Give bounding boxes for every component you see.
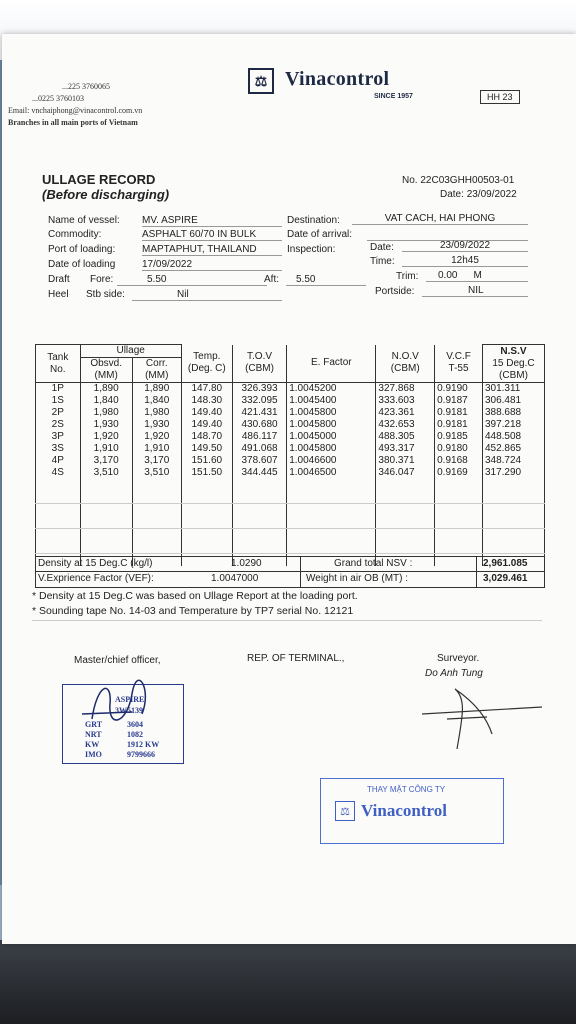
empty-cell [482, 504, 544, 517]
table-cell: 0.9168 [435, 455, 483, 467]
table-cell: 148.30 [181, 395, 232, 407]
table-cell: 1,980 [132, 407, 181, 419]
empty-cell [376, 541, 435, 554]
empty-cell [36, 491, 81, 504]
empty-cell [435, 504, 483, 517]
branches-text: Branches in all main ports of Vietnam [8, 118, 138, 127]
fore-label: Fore: [90, 274, 114, 285]
table-cell: 1,920 [132, 431, 181, 443]
empty-cell [435, 541, 483, 554]
table-cell: 1.0045800 [287, 419, 376, 431]
table-cell: 1S [36, 395, 81, 407]
table-cell: 2S [36, 419, 81, 431]
table-cell: 1,890 [132, 383, 181, 396]
table-cell: 3P [36, 431, 81, 443]
empty-cell [435, 479, 483, 491]
table-row [36, 455, 545, 467]
empty-cell [232, 529, 286, 542]
table-cell: 306.481 [482, 395, 544, 407]
table-cell: 1,980 [80, 407, 132, 419]
empty-row [36, 541, 545, 554]
vinacontrol-logo: Vinacontrol [285, 68, 390, 90]
stamp-ship-name: ASPIRE [115, 695, 145, 704]
table-row [36, 443, 545, 455]
stamp-call-sign: 3W5139 [115, 706, 143, 715]
table-cell: 0.9181 [435, 419, 483, 431]
terminal-label: REP. OF TERMINAL., [247, 653, 345, 664]
form-code: HH 23 [480, 90, 520, 104]
temp-header: Temp. (Deg. C) [181, 345, 232, 383]
record-date-value: 23/09/2022 [466, 189, 517, 200]
table-cell: 423.361 [376, 407, 435, 419]
table-cell: 1,910 [132, 443, 181, 455]
empty-cell [287, 516, 376, 529]
table-cell: 1.0045800 [287, 407, 376, 419]
empty-cell [181, 504, 232, 517]
empty-cell [132, 504, 181, 517]
loading-port-value: MAPTAPHUT, THAILAND [142, 244, 282, 256]
empty-cell [36, 479, 81, 491]
loading-port-label: Port of loading: [48, 244, 116, 255]
table-cell: 493.317 [376, 443, 435, 455]
empty-cell [132, 479, 181, 491]
record-no-value: 22C03GHH00503-01 [420, 175, 515, 186]
table-cell: 491.068 [232, 443, 286, 455]
stb-label: Stb side: [86, 289, 125, 300]
nov-header: N.O.V (CBM) [376, 345, 435, 383]
port-label: Portside: [375, 286, 415, 297]
company-stamp [320, 778, 504, 844]
table-cell: 1,910 [80, 443, 132, 455]
table-cell: 3,170 [132, 455, 181, 467]
table-cell: 452.865 [482, 443, 544, 455]
table-cell: 327.868 [376, 383, 435, 396]
empty-cell [80, 504, 132, 517]
master-label: Master/chief officer, [74, 655, 161, 666]
insp-date-value: 23/09/2022 [402, 240, 528, 252]
table-cell: 1.0045800 [287, 443, 376, 455]
vef-value: 1.0047000 [211, 573, 259, 584]
stamp-kw-value: 1912 KW [127, 740, 160, 749]
empty-cell [482, 541, 544, 554]
nsv-header: N.S.V 15 Deg.C (CBM) [482, 345, 544, 383]
empty-cell [435, 491, 483, 504]
table-row [36, 407, 545, 419]
table-cell: 1.0045000 [287, 431, 376, 443]
table-cell: 430.680 [232, 419, 286, 431]
table-cell: 488.305 [376, 431, 435, 443]
table-cell: 1.0045400 [287, 395, 376, 407]
trim-unit: M [473, 270, 482, 281]
table-cell: 147.80 [181, 383, 232, 396]
company-stamp-name: Vinacontrol [361, 801, 447, 820]
empty-cell [435, 516, 483, 529]
table-row [36, 395, 545, 407]
table-row [36, 383, 545, 396]
table-cell: 1,930 [132, 419, 181, 431]
record-date [440, 189, 517, 200]
destination-label: Destination: [287, 215, 340, 226]
vcf-header: V.C.F T-55 [435, 345, 483, 383]
port-value: NIL [422, 285, 528, 297]
surveyor-signature [417, 679, 547, 754]
empty-cell [232, 541, 286, 554]
table-cell: 4S [36, 467, 81, 479]
table-cell: 1,840 [132, 395, 181, 407]
note-density: * Density at 15 Deg.C was based on Ullage Report at the loading port. [32, 590, 358, 602]
table-cell: 448.508 [482, 431, 544, 443]
efactor-header: E. Factor [287, 345, 376, 383]
empty-cell [232, 479, 286, 491]
empty-cell [132, 541, 181, 554]
tank-header: Tank No. [36, 345, 81, 383]
empty-cell [287, 529, 376, 542]
table-row [36, 419, 545, 431]
empty-cell [181, 491, 232, 504]
table-cell: 3S [36, 443, 81, 455]
empty-cell [36, 516, 81, 529]
empty-cell [287, 541, 376, 554]
empty-cell [287, 504, 376, 517]
weight-label: Weight in air OB (MT) : [306, 573, 409, 584]
empty-cell [287, 479, 376, 491]
fore-value: 5.50 [117, 274, 267, 286]
stamp-grt-label: GRT [85, 720, 103, 729]
insp-date-label: Date: [370, 242, 394, 253]
surveyor-name: Do Anh Tung [425, 668, 483, 679]
record-title: ULLAGE RECORD [42, 172, 156, 187]
empty-cell [482, 491, 544, 504]
record-date-label: Date: [440, 189, 464, 200]
vinacontrol-logo-icon: ⚖ [248, 68, 274, 94]
trim-value: 0.00 [438, 270, 458, 281]
empty-cell [132, 529, 181, 542]
aft-label: Aft: [264, 274, 280, 285]
empty-cell [80, 529, 132, 542]
obsvd-unit: (MM) [80, 370, 132, 383]
obsvd-header: Obsvd. [80, 358, 132, 371]
table-cell: 3,510 [80, 467, 132, 479]
table-cell: 0.9187 [435, 395, 483, 407]
table-cell: 0.9169 [435, 467, 483, 479]
table-cell: 149.40 [181, 419, 232, 431]
empty-cell [376, 504, 435, 517]
corr-header: Corr. [132, 358, 181, 371]
ullage-header: Ullage [80, 345, 181, 358]
table-cell: 1.0046600 [287, 455, 376, 467]
empty-cell [287, 491, 376, 504]
empty-cell [80, 479, 132, 491]
table-cell: 0.9181 [435, 407, 483, 419]
phone-fragment: ...225 3760065 [62, 82, 110, 91]
empty-cell [181, 516, 232, 529]
stamp-imo-value: 9799666 [127, 750, 155, 759]
table-cell: 0.9180 [435, 443, 483, 455]
table-cell: 1,930 [80, 419, 132, 431]
table-cell: 344.445 [232, 467, 286, 479]
empty-cell [435, 529, 483, 542]
empty-row [36, 491, 545, 504]
table-cell: 378.607 [232, 455, 286, 467]
empty-cell [36, 504, 81, 517]
table-cell: 380.371 [376, 455, 435, 467]
vef-label: V.Exprience Factor (VEF): [38, 573, 154, 584]
gnsv-value: 2,961.085 [483, 558, 528, 569]
master-signature [72, 674, 172, 734]
density-label: Density at 15 Deg.C (kg/l) [38, 558, 153, 569]
table-cell: 333.603 [376, 395, 435, 407]
table-cell: 149.40 [181, 407, 232, 419]
empty-cell [482, 516, 544, 529]
stamp-nrt-value: 1082 [127, 730, 143, 739]
background-floor [0, 940, 576, 1024]
table-cell: 0.9185 [435, 431, 483, 443]
email-text: Email: vnchaiphong@vinacontrol.com.vn [8, 106, 143, 115]
empty-row [36, 529, 545, 542]
heel-label: Heel [48, 289, 69, 300]
table-cell: 346.047 [376, 467, 435, 479]
draft-label: Draft [48, 274, 70, 285]
divider-line [32, 620, 542, 621]
record-no [402, 175, 514, 186]
table-cell: 1.0045200 [287, 383, 376, 396]
time-value: 12h45 [402, 255, 528, 267]
table-cell: 432.653 [376, 419, 435, 431]
summary-divider-2 [476, 557, 477, 587]
empty-cell [132, 516, 181, 529]
empty-cell [80, 491, 132, 504]
empty-cell [376, 491, 435, 504]
empty-cell [36, 541, 81, 554]
table-cell: 397.218 [482, 419, 544, 431]
record-subtitle: (Before discharging) [42, 187, 170, 202]
table-cell: 317.290 [482, 467, 544, 479]
time-label: Time: [370, 256, 395, 267]
density-value: 1.0290 [231, 558, 262, 569]
note-sounding: * Sounding tape No. 14-03 and Temperature by TP7 serial No. 12121 [32, 605, 354, 617]
summary-divider-1 [300, 557, 301, 587]
stamp-grt-value: 3604 [127, 720, 143, 729]
table-cell: 326.393 [232, 383, 286, 396]
document-page [2, 34, 576, 944]
since-text: SINCE 1957 [374, 93, 413, 100]
table-cell: 3,170 [80, 455, 132, 467]
table-cell: 148.70 [181, 431, 232, 443]
record-no-label: No. [402, 175, 418, 186]
table-cell: 1P [36, 383, 81, 396]
empty-cell [36, 529, 81, 542]
company-stamp-icon: ⚖ [335, 801, 355, 821]
stamp-imo-label: IMO [85, 750, 102, 759]
empty-cell [132, 491, 181, 504]
empty-cell [482, 479, 544, 491]
fax-fragment: ...0225 3760103 [32, 94, 84, 103]
empty-cell [232, 516, 286, 529]
empty-cell [181, 529, 232, 542]
trim-label: Trim: [396, 271, 419, 282]
gnsv-label: Grand total NSV : [334, 558, 413, 569]
stamp-kw-label: KW [85, 740, 100, 749]
table-row [36, 431, 545, 443]
empty-cell [181, 541, 232, 554]
table-cell: 332.095 [232, 395, 286, 407]
stb-value: Nil [132, 289, 282, 301]
commodity-value: ASPHALT 60/70 IN BULK [142, 229, 282, 241]
stamp-nrt-label: NRT [85, 730, 102, 739]
loading-date-label: Date of loading [48, 259, 116, 270]
ullage-table [35, 344, 545, 566]
empty-cell [376, 529, 435, 542]
table-cell: 1,920 [80, 431, 132, 443]
table-cell: 151.60 [181, 455, 232, 467]
inspection-label: Inspection: [287, 244, 336, 255]
empty-cell [376, 479, 435, 491]
empty-row [36, 479, 545, 491]
table-cell: 151.50 [181, 467, 232, 479]
table-cell: 1,890 [80, 383, 132, 396]
table-cell: 301.311 [482, 383, 544, 396]
table-cell: 149.50 [181, 443, 232, 455]
vessel-value: MV. ASPIRE [142, 215, 282, 227]
empty-cell [80, 541, 132, 554]
table-cell: 388.688 [482, 407, 544, 419]
empty-cell [232, 504, 286, 517]
table-cell: 0.9190 [435, 383, 483, 396]
vessel-label: Name of vessel: [48, 215, 120, 226]
table-cell: 3,510 [132, 467, 181, 479]
empty-row [36, 504, 545, 517]
company-stamp-top: THAY MẶT CÔNG TY [367, 785, 446, 794]
trim-field [426, 270, 528, 282]
weight-value: 3,029.461 [483, 573, 528, 584]
empty-cell [181, 479, 232, 491]
empty-cell [376, 516, 435, 529]
destination-value: VAT CACH, HAI PHONG [352, 213, 528, 225]
empty-row [36, 516, 545, 529]
table-cell: 2P [36, 407, 81, 419]
aft-value: 5.50 [286, 274, 366, 286]
arrival-label: Date of arrival: [287, 229, 353, 240]
loading-date-value: 17/09/2022 [142, 259, 282, 271]
corr-unit: (MM) [132, 370, 181, 383]
table-cell: 4P [36, 455, 81, 467]
table-cell: 486.117 [232, 431, 286, 443]
empty-cell [80, 516, 132, 529]
table-cell: 1.0046500 [287, 467, 376, 479]
empty-cell [482, 529, 544, 542]
surveyor-label: Surveyor. [437, 653, 480, 664]
empty-cell [232, 491, 286, 504]
table-cell: 421.431 [232, 407, 286, 419]
summary-box [35, 556, 545, 588]
commodity-label: Commodity: [48, 229, 102, 240]
table-cell: 1,840 [80, 395, 132, 407]
table-cell: 348.724 [482, 455, 544, 467]
tov-header: T.O.V (CBM) [232, 345, 286, 383]
table-row [36, 467, 545, 479]
